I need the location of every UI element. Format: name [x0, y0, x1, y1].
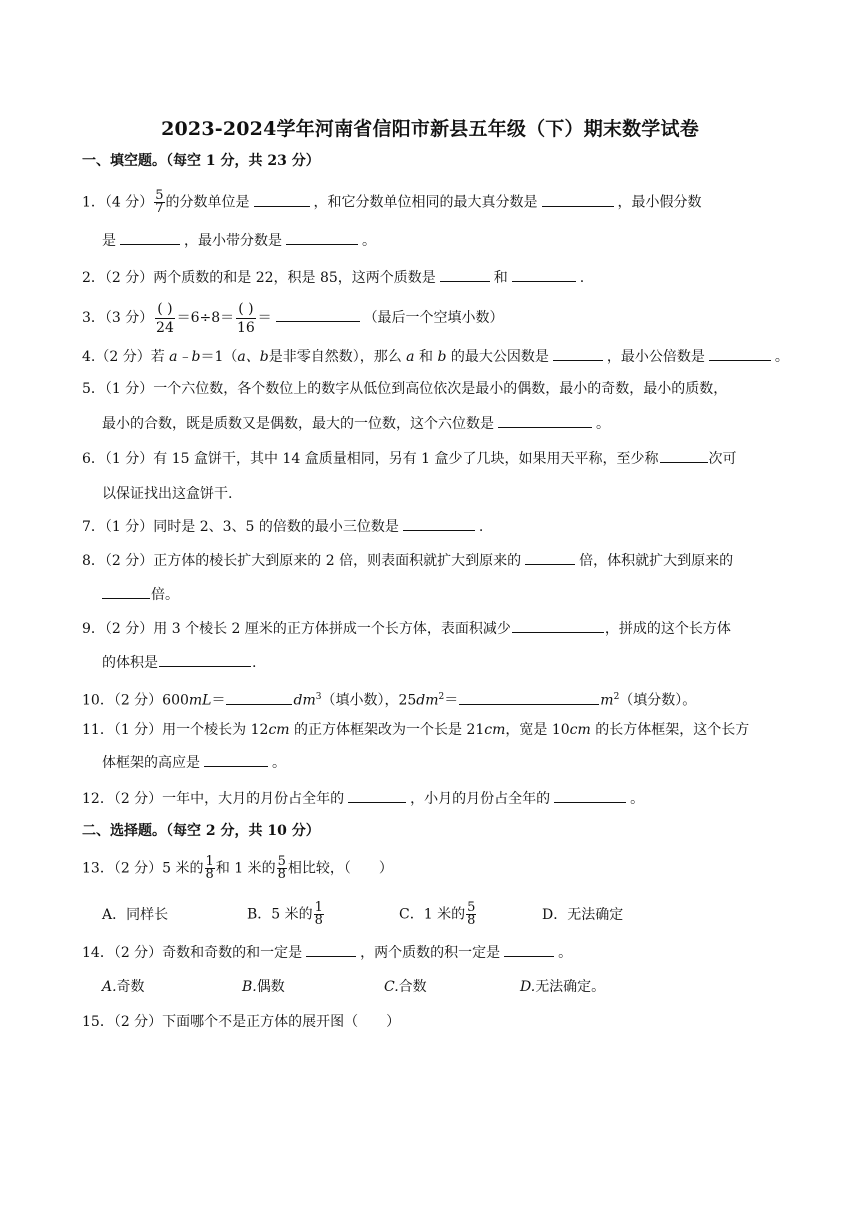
option-c[interactable]: C.合数 — [384, 979, 427, 995]
question-4: 4.（2 分）若 a﹣b＝1（a、b是非零自然数），那么 a 和 b 的最大公因数是 ，最小公倍数是 。 — [82, 346, 789, 368]
question-number: 8．（2 分） — [82, 553, 154, 569]
section-heading-choice: 二、选择题。（每空 2 分，共 10 分） — [82, 823, 320, 839]
answer-blank[interactable] — [660, 448, 708, 463]
question-13-options — [102, 902, 623, 927]
answer-blank[interactable] — [226, 690, 292, 705]
answer-blank[interactable] — [554, 788, 626, 803]
answer-blank[interactable] — [709, 346, 771, 361]
fraction-1-8: $\frac{1}{8}$ — [205, 854, 214, 882]
question-number: 3．（3 分） — [82, 310, 154, 326]
option-b[interactable]: B．5 米的 $\frac{1}{8}$ — [247, 900, 323, 928]
question-6: 6．（1 分）有 15 盒饼干，其中 14 盒质量相同，另有 1 盒少了几块，如果用天平称，至少称 次可 — [82, 448, 737, 470]
question-11: 11．（1 分）用一个棱长为 12cm 的正方体框架改为一个长是 21cm，宽是 10cm 的长方体框架，这个长方 — [82, 722, 750, 738]
question-number: 10．（2 分） — [82, 692, 163, 709]
option-a[interactable]: A.奇数 — [102, 979, 145, 995]
question-2: 2．（2 分）两个质数的和是 22，积是 85，这两个质数是 和 . — [82, 267, 584, 289]
question-number: 5．（1 分） — [82, 381, 154, 397]
question-number: 2．（2 分） — [82, 270, 154, 286]
question-6-cont: 以保证找出这盒饼干. — [102, 486, 233, 502]
answer-blank[interactable] — [459, 690, 599, 705]
answer-blank[interactable] — [542, 192, 614, 207]
answer-blank[interactable] — [403, 516, 475, 531]
answer-blank[interactable] — [276, 307, 360, 322]
answer-blank[interactable] — [254, 192, 310, 207]
question-14: 14．（2 分）奇数和奇数的和一定是 ，两个质数的积一定是 。 — [82, 942, 572, 964]
question-9-cont: 的体积是 . — [102, 652, 256, 674]
question-3: 3．（3 分） ( ) 24 ＝6÷8＝ ( ) 16 ＝ （最后一个空填小数） — [82, 300, 504, 336]
question-number: 1．（4 分） — [82, 194, 154, 211]
question-number: 14．（2 分） — [82, 945, 163, 961]
question-number: 11．（1 分） — [82, 722, 163, 738]
answer-blank[interactable] — [348, 788, 406, 803]
answer-blank[interactable] — [286, 230, 358, 245]
question-1: 1．（4 分） $\frac{5}{7}$ 的分数单位是 ，和它分数单位相同的最大真分数是 ，最小假分数 — [82, 188, 702, 216]
option-b[interactable]: B.偶数 — [242, 979, 285, 995]
answer-blank[interactable] — [102, 584, 150, 599]
answer-blank[interactable] — [498, 413, 592, 428]
question-8: 8．（2 分）正方体的棱长扩大到原来的 2 倍，则表面积就扩大到原来的 倍，体积就扩大到原来的 — [82, 550, 733, 572]
question-number: 6．（1 分） — [82, 451, 154, 467]
option-d[interactable]: D．无法确定 — [542, 906, 624, 923]
answer-blank[interactable] — [512, 618, 604, 633]
question-5-cont: 最小的合数，既是质数又是偶数，最大的一位数，这个六位数是 。 — [102, 413, 610, 435]
answer-blank[interactable] — [204, 752, 268, 767]
question-9: 9．（2 分）用 3 个棱长 2 厘米的正方体拼成一个长方体，表面积减少 ，拼成的这个长方体 — [82, 618, 731, 640]
fraction-5-8: $\frac{5}{8}$ — [277, 854, 286, 882]
fraction-blank-16: ( ) 16 — [236, 300, 255, 336]
question-13: 13．（2 分）5 米的 $\frac{1}{8}$ 和 1 米的 $\frac{5}{8}$ 相比较，（ ） — [82, 854, 393, 882]
question-number: 7．（1 分） — [82, 519, 154, 535]
answer-blank[interactable] — [159, 652, 251, 667]
fraction-5-7: $\frac{5}{7}$ — [155, 188, 164, 216]
answer-blank[interactable] — [553, 346, 603, 361]
question-12: 12．（2 分）一年中，大月的月份占全年的 ，小月的月份占全年的 。 — [82, 788, 644, 810]
question-7: 7．（1 分）同时是 2、3、5 的倍数的最小三位数是 . — [82, 516, 483, 538]
question-number: 9．（2 分） — [82, 621, 154, 637]
answer-blank[interactable] — [512, 267, 576, 282]
page-title: 2023-2024学年河南省信阳市新县五年级（下）期末数学试卷 — [161, 118, 699, 140]
answer-blank[interactable] — [525, 550, 575, 565]
answer-blank[interactable] — [440, 267, 490, 282]
question-number: 12．（2 分） — [82, 791, 163, 807]
question-number: 4.（2 分） — [82, 349, 151, 365]
section-heading-fill-in: 一、填空题。（每空 1 分，共 23 分） — [82, 153, 320, 169]
question-11-cont: 体框架的高应是 。 — [102, 752, 286, 774]
question-14-options — [102, 976, 605, 998]
question-number: 13．（2 分） — [82, 860, 163, 877]
question-5: 5．（1 分）一个六位数，各个数位上的数字从低位到高位依次是最小的偶数，最小的奇数，最小的质数， — [82, 381, 728, 397]
option-c[interactable]: C．1 米的 $\frac{5}{8}$ — [399, 900, 476, 928]
fraction-blank-24: ( ) 24 — [156, 300, 174, 336]
question-10: 10．（2 分）$600mL= dm^3$（填小数），$25dm^2= m^2$（填分数）。 — [82, 686, 696, 712]
option-a[interactable]: A．同样长 — [102, 906, 169, 923]
question-number: 15．（2 分） — [82, 1014, 163, 1030]
question-1-cont: 是 ，最小带分数是 。 — [102, 230, 376, 252]
question-15: 15．（2 分）下面哪个不是正方体的展开图（ ） — [82, 1014, 401, 1030]
question-8-cont: 倍。 — [102, 584, 179, 606]
answer-blank[interactable] — [306, 942, 356, 957]
option-d[interactable]: D.无法确定。 — [520, 979, 606, 995]
answer-blank[interactable] — [504, 942, 554, 957]
answer-blank[interactable] — [120, 230, 180, 245]
